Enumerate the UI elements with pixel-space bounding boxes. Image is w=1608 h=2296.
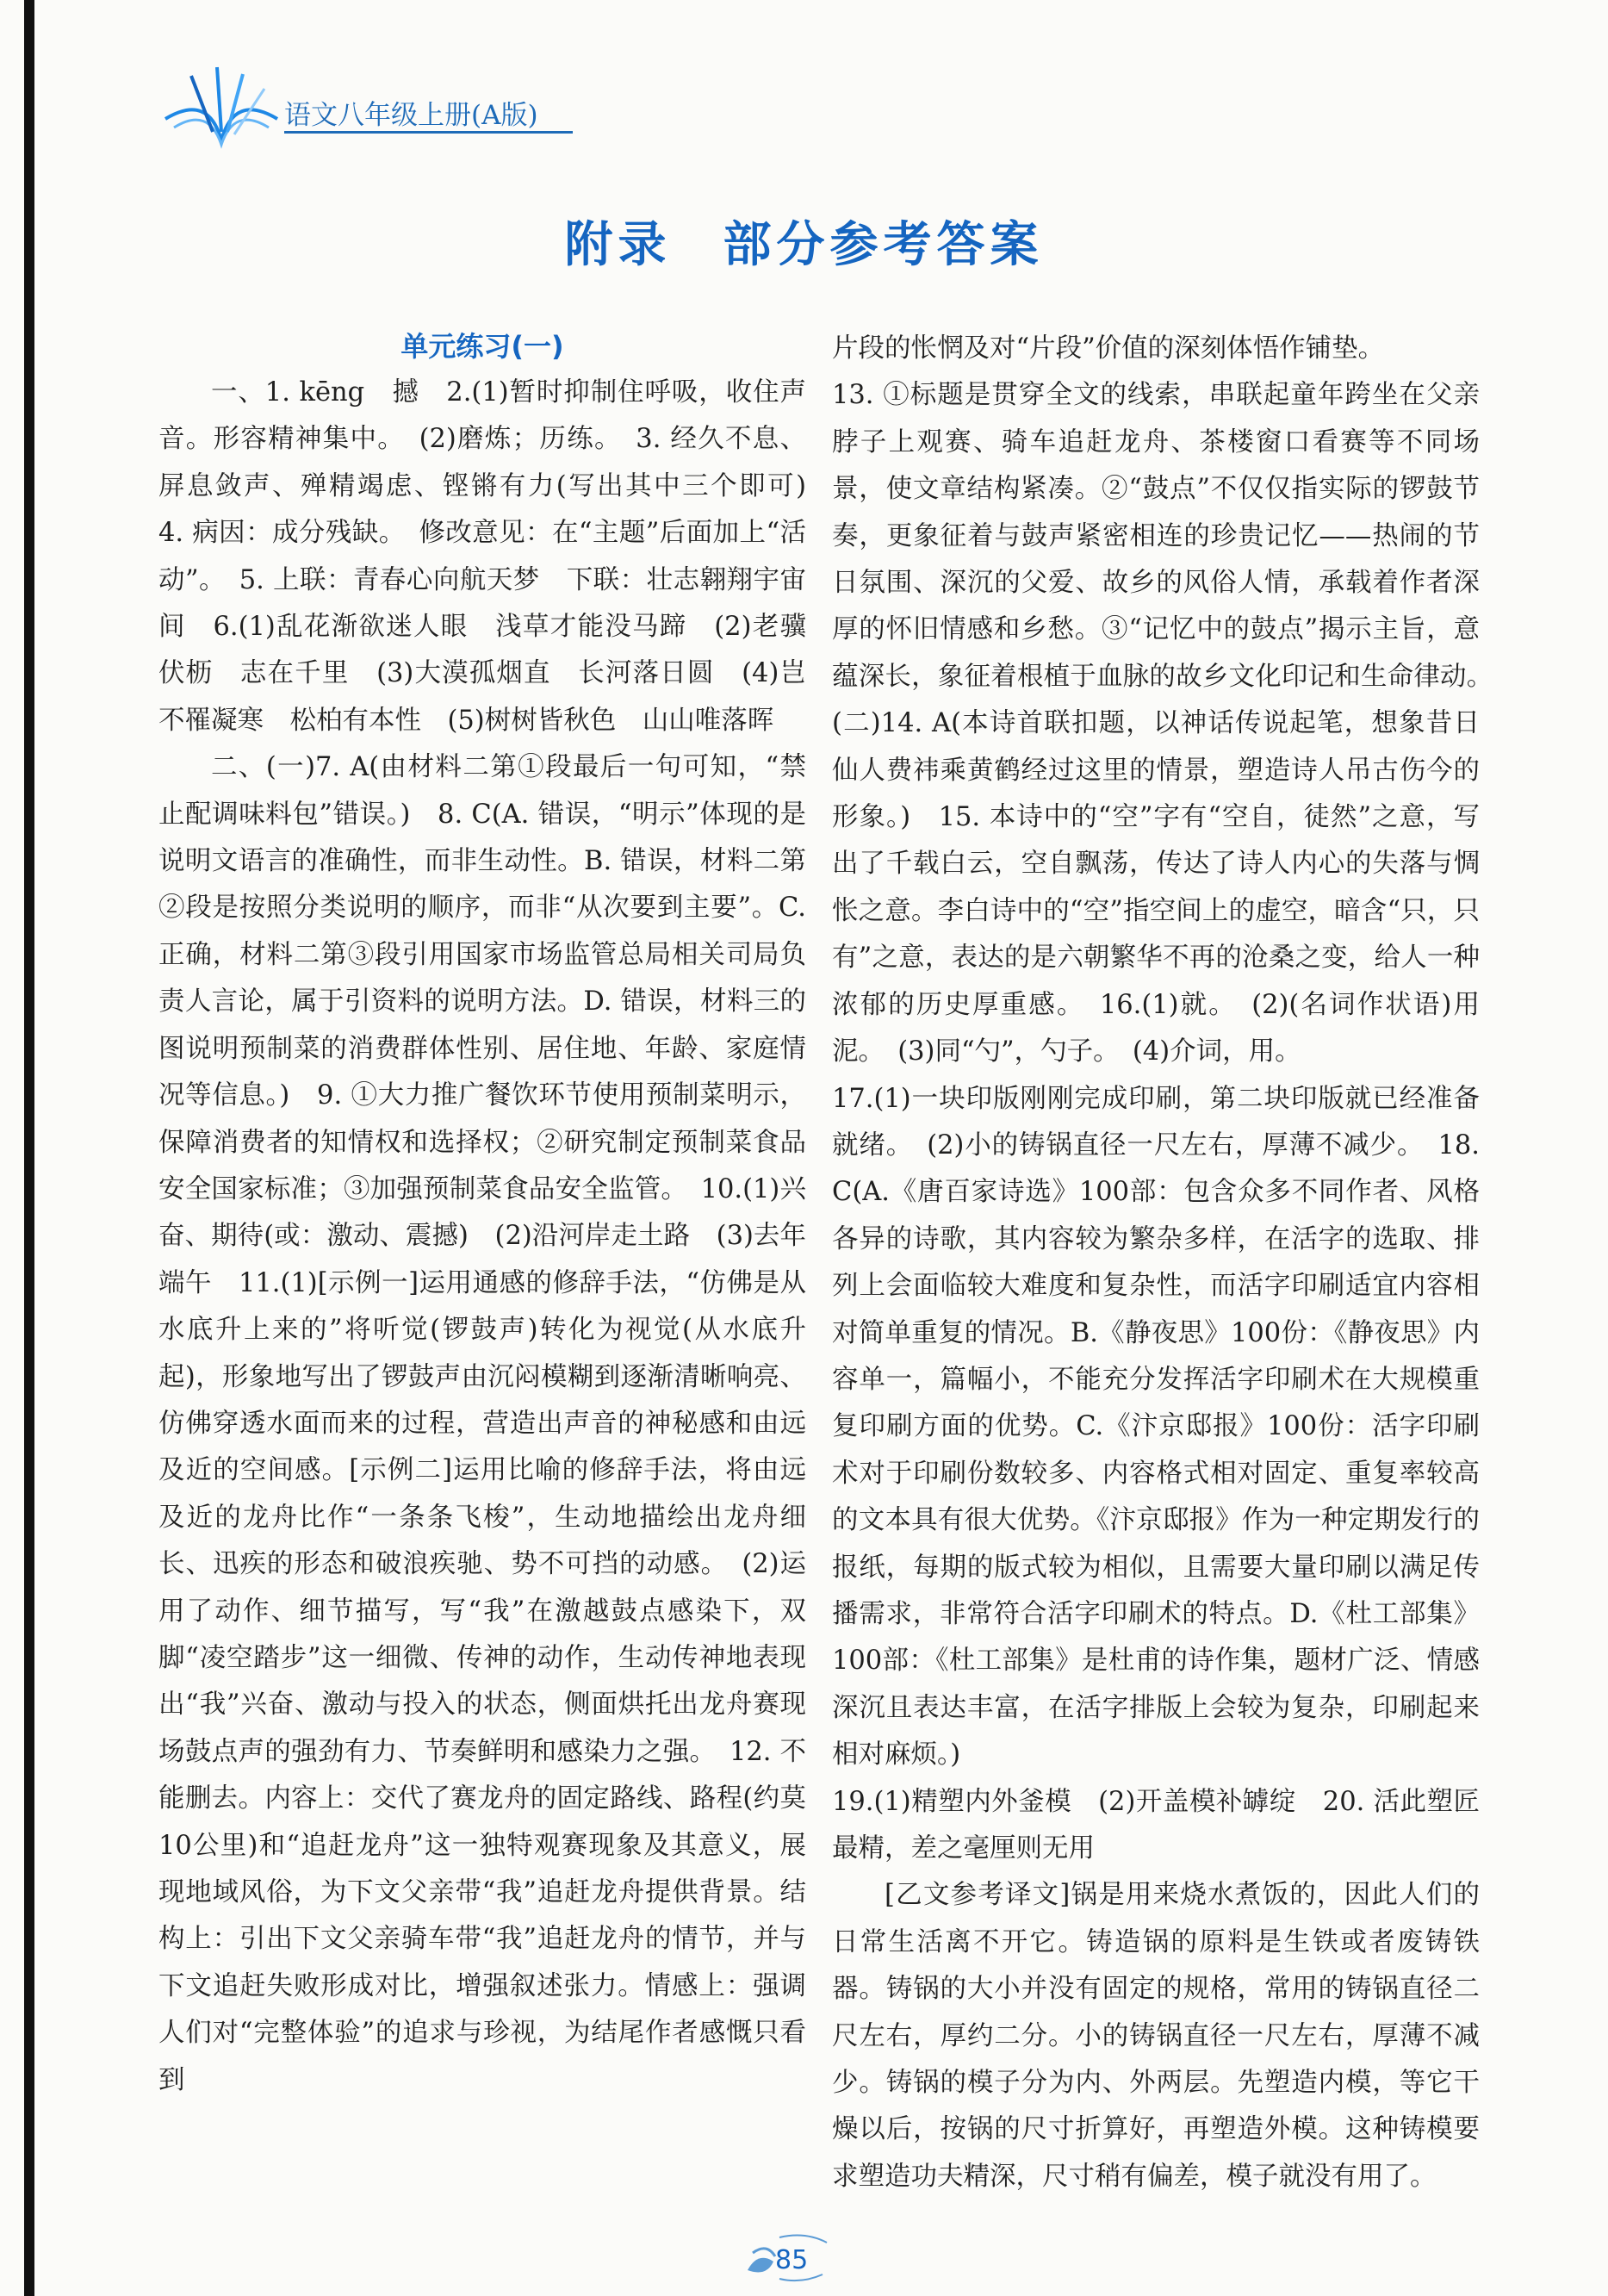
answer-paragraph: 片段的怅惘及对“片段”价值的深刻体悟作铺垫。 (832, 333, 1385, 364)
answer-paragraph: 13. ①标题是贯穿全文的线索，串联起童年跨坐在父亲脖子上观赛、骑车追赶龙舟、茶楼窗口看赛等不同场景，使文章结构紧凑。②“鼓点”不仅仅指实际的锣鼓节奏，更象征着与鼓声紧密相连的珍贵记忆——热闹的节日氛围、深沉的父爱、故乡的风俗人情，承载着作者深厚的怀旧情感和乡愁。③“记忆中的鼓点”揭示主旨，意蕴深长，象征着根植于血脉的故乡文化印记和生命律动。 (二)14. A(本诗首联扣题，以神话传说起笔，想象昔日仙人费祎乘黄鹤经过这里的情景，塑造诗人吊古伤今的形象。) 15. 本诗中的“空”字有“空自，徒然”之意，写出了千载白云，空自飘荡，传达了诗人内心的失落与惆怅之意。李白诗中的“空”指空间上的虚空，暗含“只，只有”之意，表达的是六朝繁华不再的沧桑之变，给人一种浓郁的历史厚重感。 16.(1)就。 (2)(名词作状语)用泥。 (3)同“勺”，勺子。 (4)介词，用。 (832, 380, 1506, 1067)
page-spine (24, 0, 34, 2296)
answer-paragraph: 17.(1)一块印版刚刚完成印刷，第二块印版就已经准备就绪。 (2)小的铸锅直径一尺左右，厚薄不减少。 18. C(A.《唐百家诗选》100部：包含众多不同作者、风格各异的诗歌，其内容较为繁杂多样，在活字的选取、排列上会面临较大难度和复杂性，而活字印刷适宜内容相对简单重复的情况。B.《静夜思》100份：《静夜思》内容单一，篇幅小，不能充分发挥活字印刷术在大规模重复印刷方面的优势。C.《汴京邸报》100份：活字印刷术对于印刷份数较多、内容格式相对固定、重复率较高的文本具有很大优势。《汴京邸报》作为一种定期发行的报纸，每期的版式较为相似，且需要大量印刷以满足传播需求，非常符合活字印刷术的特点。D.《杜工部集》100部：《杜工部集》是杜甫的诗作集，题材广泛、情感深沉且表达丰富，在活字排版上会较为复杂，印刷起来相对麻烦。) (832, 1083, 1480, 1770)
right-column (832, 326, 1506, 2200)
open-book-logo-icon (157, 59, 286, 153)
page-title-part2: 部分参考答案 (723, 217, 1044, 273)
answer-paragraph: 19.(1)精塑内外釜模 (2)开盖模补罅绽 20. 活此塑匠最精，差之毫厘则无用 (832, 1786, 1480, 1864)
page-title-part1: 附录 (564, 217, 672, 273)
header-underline (284, 131, 573, 134)
answer-paragraph: 一、1. kēng 撼 2.(1)暂时抑制住呼吸，收住声音。形容精神集中。 (2)磨炼；历练。 3. 经久不息、屏息敛声、殚精竭虑、铿锵有力(写出其中三个即可) 4. 病因：成分残缺。 修改意见：在“主题”后面加上“活动”。 5. 上联：青春心向航天梦 下联：壮志翱翔宇宙间 6.(1)乱花渐欲迷人眼 浅草才能没马蹄 (2)老骥伏枥 志在千里 (3)大漠孤烟直 长河落日圆 (4)岂不罹凝寒 松柏有本性 (5)树树皆秋色 山山唯落晖 (158, 377, 833, 736)
left-column (158, 323, 833, 2104)
translation-paragraph: [乙文参考译文]锅是用来烧水煮饭的，因此人们的日常生活离不开它。铸造锅的原料是生铁或者废铸铁器。铸锅的大小并没有固定的规格，常用的铸锅直径二尺左右，厚约二分。小的铸锅直径一尺左右，厚薄不减少。铸锅的模子分为内、外两层。先塑造内模，等它干燥以后，按锅的尺寸折算好，再塑造外模。这种铸模要求塑造功夫精深，尺寸稍有偏差，模子就没有用了。 (832, 1880, 1480, 2192)
page-number: 85 (775, 2245, 809, 2275)
section-title: 单元练习(一) (400, 330, 564, 363)
book-title: 语文八年级上册(A版) (284, 100, 538, 131)
page-title (0, 207, 1608, 276)
answer-paragraph: 二、(一)7. A(由材料二第①段最后一句可知，“禁止配调味料包”错误。) 8. C(A. 错误，“明示”体现的是说明文语言的准确性，而非生动性。B. 错误，材料二第②段是按照分类说明的顺序，而非“从次要到主要”。C. 正确，材料二第③段引用国家市场监管总局相关司局负责人言论，属于引资料的说明方法。D. 错误，材料三的图说明预制菜的消费群体性别、居住地、年龄、家庭情况等信息。) 9. ①大力推广餐饮环节使用预制菜明示，保障消费者的知情权和选择权；②研究制定预制菜食品安全国家标准；③加强预制菜食品安全监管。 10.(1)兴奋、期待(或：激动、震撼) (2)沿河岸走土路 (3)去年端午 11.(1)[示例一]运用通感的修辞手法，“仿佛是从水底升上来的”将听觉(锣鼓声)转化为视觉(从水底升起)，形象地写出了锣鼓声由沉闷模糊到逐渐清晰响亮、仿佛穿透水面而来的过程，营造出声音的神秘感和由远及近的空间感。[示例二]运用比喻的修辞手法，将由远及近的龙舟比作“一条条飞梭”，生动地描绘出龙舟细长、迅疾的形态和破浪疾驰、势不可挡的动感。 (2)运用了动作、细节描写，写“我”在激越鼓点感染下，双脚“凌空踏步”这一细微、传神的动作，生动传神地表现出“我”兴奋、激动与投入的状态，侧面烘托出龙舟赛现场鼓点声的强劲有力、节奏鲜明和感染力之强。 12. 不能删去。内容上：交代了赛龙舟的固定路线、路程(约莫10公里)和“追赶龙舟”这一独特观赛现象及其意义，展现地域风俗，为下文父亲带“我”追赶龙舟提供背景。结构上：引出下文父亲骑车带“我”追赶龙舟的情节，并与下文追赶失败形成对比，增强叙述张力。情感上：强调人们对“完整体验”的追求与珍视，为结尾作者感慨只看到 (158, 752, 806, 2095)
